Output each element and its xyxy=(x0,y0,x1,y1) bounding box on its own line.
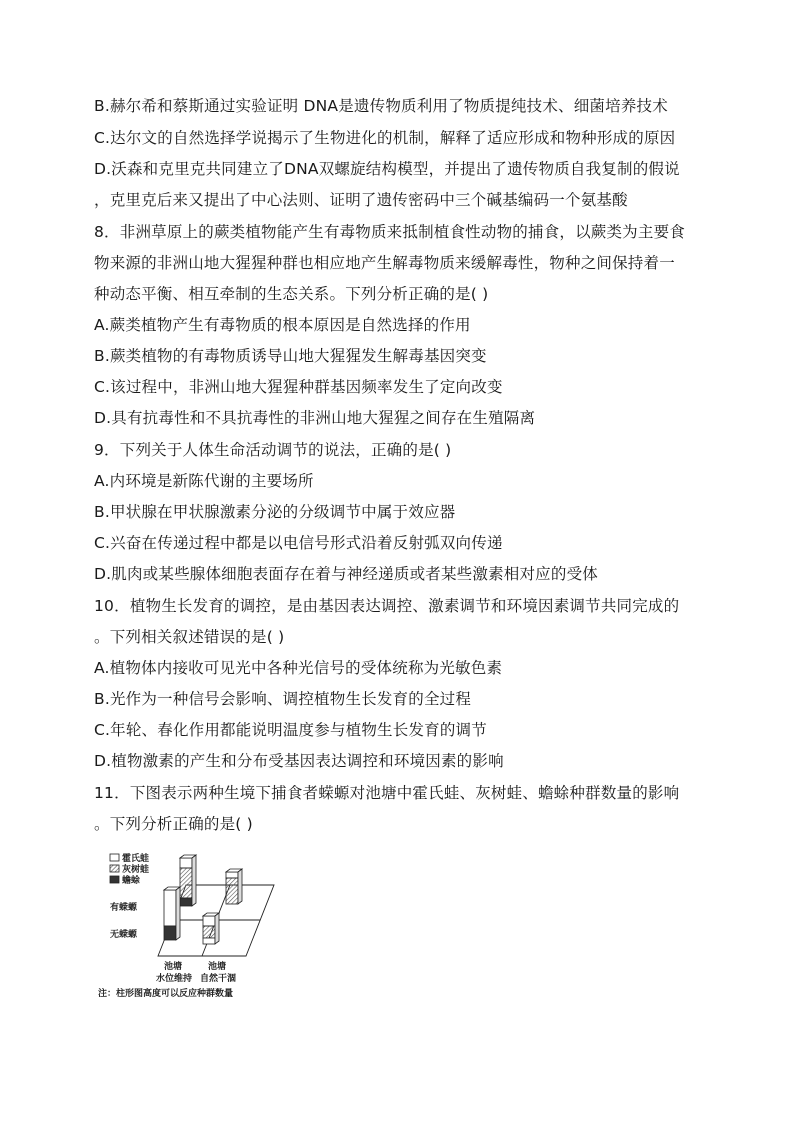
bar-with-predator-natural-drying xyxy=(226,869,242,904)
question-8-stem-3: 种动态平衡、相互牵制的生态关系。下列分析正确的是( ) xyxy=(94,285,489,303)
col-label-1-line2: 水位维持 xyxy=(156,974,193,984)
option-10d: D.植物激素的产生和分布受基因表达调控和环境因素的影响 xyxy=(94,752,504,770)
option-8d: D.具有抗毒性和不具抗毒性的非洲山地大猩猩之间存在生殖隔离 xyxy=(94,409,536,427)
option-9d: D.肌肉或某些腺体细胞表面存在着与神经递质或者某些激素相对应的受体 xyxy=(94,565,598,583)
figure-svg xyxy=(96,848,286,1008)
figure-note: 注：柱形图高度可以反应种群数量 xyxy=(98,989,234,999)
question-11-stem-2: 。下列分析正确的是( ) xyxy=(94,815,253,833)
bar-no-predator-water-maintained xyxy=(164,887,180,940)
population-bar-figure xyxy=(96,848,286,1008)
legend-swatch-huishuwa xyxy=(110,865,119,872)
option-7b: B.赫尔希和蔡斯通过实验证明 DNA是遗传物质利用了物质提纯技术、细菌培养技术 xyxy=(94,97,668,115)
option-8a: A.蕨类植物产生有毒物质的根本原因是自然选择的作用 xyxy=(94,316,471,334)
option-9c: C.兴奋在传递过程中都是以电信号形式沿着反射弧双向传递 xyxy=(94,534,503,552)
option-9b: B.甲状腺在甲状腺激素分泌的分级调节中属于效应器 xyxy=(94,503,456,521)
option-10c: C.年轮、春化作用都能说明温度参与植物生长发育的调节 xyxy=(94,721,487,739)
option-10a: A.植物体内接收可见光中各种光信号的受体统称为光敏色素 xyxy=(94,659,503,677)
question-9-stem: 9．下列关于人体生命活动调节的说法，正确的是( ) xyxy=(94,441,452,459)
option-10b: B.光作为一种信号会影响、调控植物生长发育的全过程 xyxy=(94,690,472,708)
legend-swatch-chanchu xyxy=(110,876,119,883)
question-11-stem-1: 11．下图表示两种生境下捕食者蝾螈对池塘中霍氏蛙、灰树蛙、蟾蜍种群数量的影响 xyxy=(94,784,680,802)
col-label-1-line1: 池塘 xyxy=(164,962,183,972)
option-7d: D.沃森和克里克共同建立了DNA双螺旋结构模型，并提出了遗传物质自我复制的假说 xyxy=(94,160,680,178)
legend-label-huoshiwa: 霍氏蛙 xyxy=(122,854,150,864)
question-8-stem-2: 物来源的非洲山地大猩猩种群也相应地产生解毒物质来缓解毒性，物种之间保持着一 xyxy=(94,254,675,272)
question-10-stem-2: 。下列相关叙述错误的是( ) xyxy=(94,628,285,646)
bar-no-predator-natural-drying xyxy=(203,913,219,944)
option-9a: A.内环境是新陈代谢的主要场所 xyxy=(94,472,314,490)
bar-with-predator-water-maintained xyxy=(180,855,196,906)
option-8b: B.蕨类植物的有毒物质诱导山地大猩猩发生解毒基因突变 xyxy=(94,347,487,365)
col-label-2-line1: 池塘 xyxy=(208,962,227,972)
option-8c: C.该过程中，非洲山地大猩猩种群基因频率发生了定向改变 xyxy=(94,378,503,396)
question-10-stem-1: 10．植物生长发育的调控，是由基因表达调控、激素调节和环境因素调节共同完成的 xyxy=(94,597,680,615)
legend-label-chanchu: 蟾蜍 xyxy=(122,876,141,886)
question-8-stem-1: 8．非洲草原上的蕨类植物能产生有毒物质来抵制植食性动物的捕食，以蕨类为主要食 xyxy=(94,223,685,241)
legend-swatch-huoshiwa xyxy=(110,854,119,861)
col-label-2-line2: 自然干涸 xyxy=(200,974,237,984)
option-7d-cont: ，克里克后来又提出了中心法则、证明了遗传密码中三个碱基编码一个氨基酸 xyxy=(94,191,628,209)
option-7c: C.达尔文的自然选择学说揭示了生物进化的机制，解释了适应形成和物种形成的原因 xyxy=(94,129,676,147)
legend-label-huishuwa: 灰树蛙 xyxy=(122,865,150,875)
row-label-no-predator: 无蝾螈 xyxy=(110,930,138,940)
row-label-with-predator: 有蝾螈 xyxy=(110,903,138,913)
